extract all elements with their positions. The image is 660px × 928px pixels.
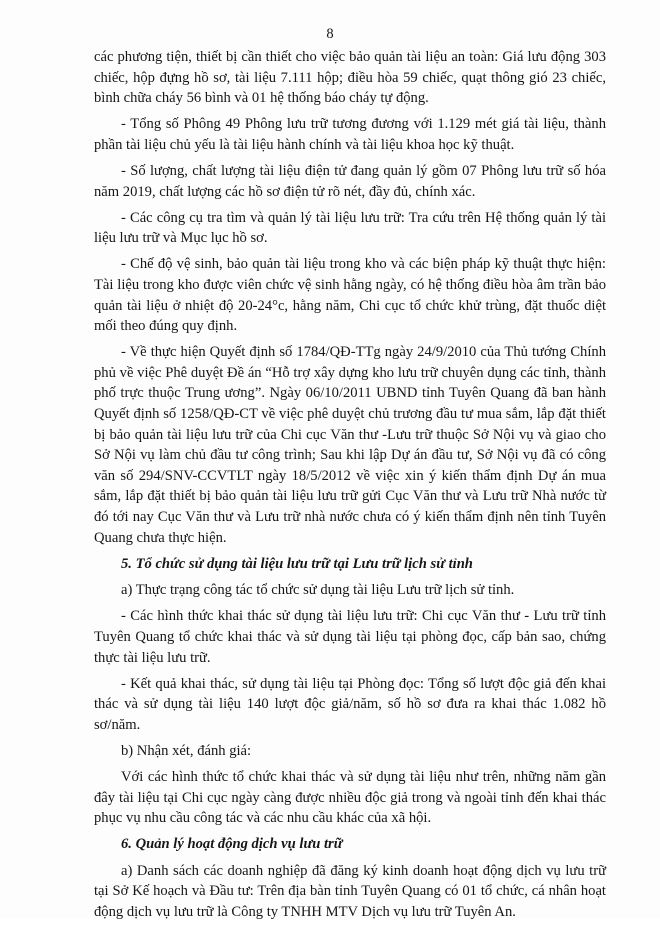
- document-body: [94, 47, 606, 928]
- section-heading-6: 6. Quản lý hoạt động dịch vụ lưu trữ: [121, 836, 343, 853]
- paragraph-usage-forms: - Các hình thức khai thác sử dụng tài liệu lưu trữ: Chi cục Văn thư - Lưu trữ tỉnh Tuyên Quang tổ chức khai thác và sử dụng tài liệu tại phòng đọc, cấp bản sao, chứng thực tài liệu lưu trữ.: [94, 608, 606, 666]
- paragraph-assessment: Với các hình thức tổ chức khai thác và sử dụng tài liệu như trên, những năm gần đây tài liệu tại Chi cục ngày càng được nhiều độc giả trong và ngoài tỉnh đến khai thác phục vụ nhu cầu công tác và các nhu cầu khác của xã hội.: [94, 769, 606, 827]
- paragraph-electronic-documents: - Số lượng, chất lượng tài liệu điện tử đang quản lý gồm 07 Phông lưu trữ số hóa năm 2019, chất lượng các hồ sơ điện tử rõ nét, đầy đủ, chính xác.: [94, 162, 606, 200]
- paragraph-current-state: a) Thực trạng công tác tổ chức sử dụng tài liệu Lưu trữ lịch sử tỉnh.: [121, 582, 515, 599]
- paragraph-assessment-label: b) Nhận xét, đánh giá:: [121, 742, 252, 759]
- page-number: 8: [326, 26, 334, 42]
- section-heading-5: 5. Tổ chức sử dụng tài liệu lưu trữ tại Lưu trữ lịch sử tỉnh: [121, 555, 473, 572]
- paragraph-decision-1784: - Về thực hiện Quyết định số 1784/QĐ-TTg ngày 24/9/2010 của Thủ tướng Chính phủ về việc Phê duyệt Đề án “Hỗ trợ xây dựng kho lưu trữ chuyên dụng các tỉnh, thành phố trực thuộc Trung ương”. Ngày 06/10/2011 UBND tỉnh Tuyên Quang đã ban hành Quyết định số 1258/QĐ-CT về việc phê duyệt chủ trương đầu tư mua sắm, lắp đặt thiết bị bảo quản tài liệu lưu trữ của Chi cục Văn thư -Lưu trữ thuộc Sở Nội vụ và giao cho Sở Nội vụ làm chủ đầu tư công trình; Sau khi lập Dự án đầu tư, Sở Nội vụ đã có công văn số 294/SNV-CCVTLT ngày 18/5/2012 về việc xin ý kiến thẩm định Dự án mua sắm, lắp đặt thiết bị bảo quản tài liệu lưu trữ gửi Cục Văn thư và Lưu trữ Nhà nước từ đó tới nay Cục Văn thư và Lưu trữ nhà nước chưa có ý kiến thẩm định nên tỉnh Tuyên Quang chưa thực hiện.: [94, 344, 606, 546]
- paragraph-preservation: - Chế độ vệ sinh, bảo quản tài liệu trong kho và các biện pháp kỹ thuật thực hiện: Tài liệu trong kho được viên chức vệ sinh hằng ngày, có hệ thống điều hòa âm trần bảo quản tài liệu ở nhiệt độ 20-24°c, hằng năm, Chi cục tổ chức khử trùng, đặt thuốc diệt mối theo đúng quy định.: [94, 256, 606, 335]
- paragraph-storage-equipment: các phương tiện, thiết bị cần thiết cho việc bảo quản tài liệu an toàn: Giá lưu động 303 chiếc, hộp đựng hồ sơ, tài liệu 7.111 hộp; điều hòa 59 chiếc, quạt thông gió 23 chiếc, bình chữa cháy 56 bình và 01 hệ thống báo cháy tự động.: [94, 49, 606, 107]
- paragraph-reading-room-results: - Kết quả khai thác, sử dụng tài liệu tại Phòng đọc: Tổng số lượt độc giả đến khai thác và sử dụng tài liệu 140 lượt độc giả/năm, số hồ sơ đưa ra khai thác 1.082 hồ sơ/năm.: [94, 675, 606, 733]
- paragraph-search-tools: - Các công cụ tra tìm và quản lý tài liệu lưu trữ: Tra cứu trên Hệ thống quản lý tài liệu lưu trữ và Mục lục hồ sơ.: [94, 209, 606, 247]
- paragraph-service-enterprises: a) Danh sách các doanh nghiệp đã đăng ký kinh doanh hoạt động dịch vụ lưu trữ tại Sở Kế hoạch và Đầu tư: Trên địa bàn tỉnh Tuyên Quang có 01 tổ chức, cá nhân hoạt động dịch vụ lưu trữ là Công ty TNHH MTV Dịch vụ lưu trữ Tuyên An.: [94, 862, 606, 921]
- paragraph-fonds-total: - Tổng số Phông 49 Phông lưu trữ tương đương với 1.129 mét giá tài liệu, thành phần tài liệu chủ yếu là tài liệu hành chính và tài liệu khoa học kỹ thuật.: [94, 116, 606, 153]
